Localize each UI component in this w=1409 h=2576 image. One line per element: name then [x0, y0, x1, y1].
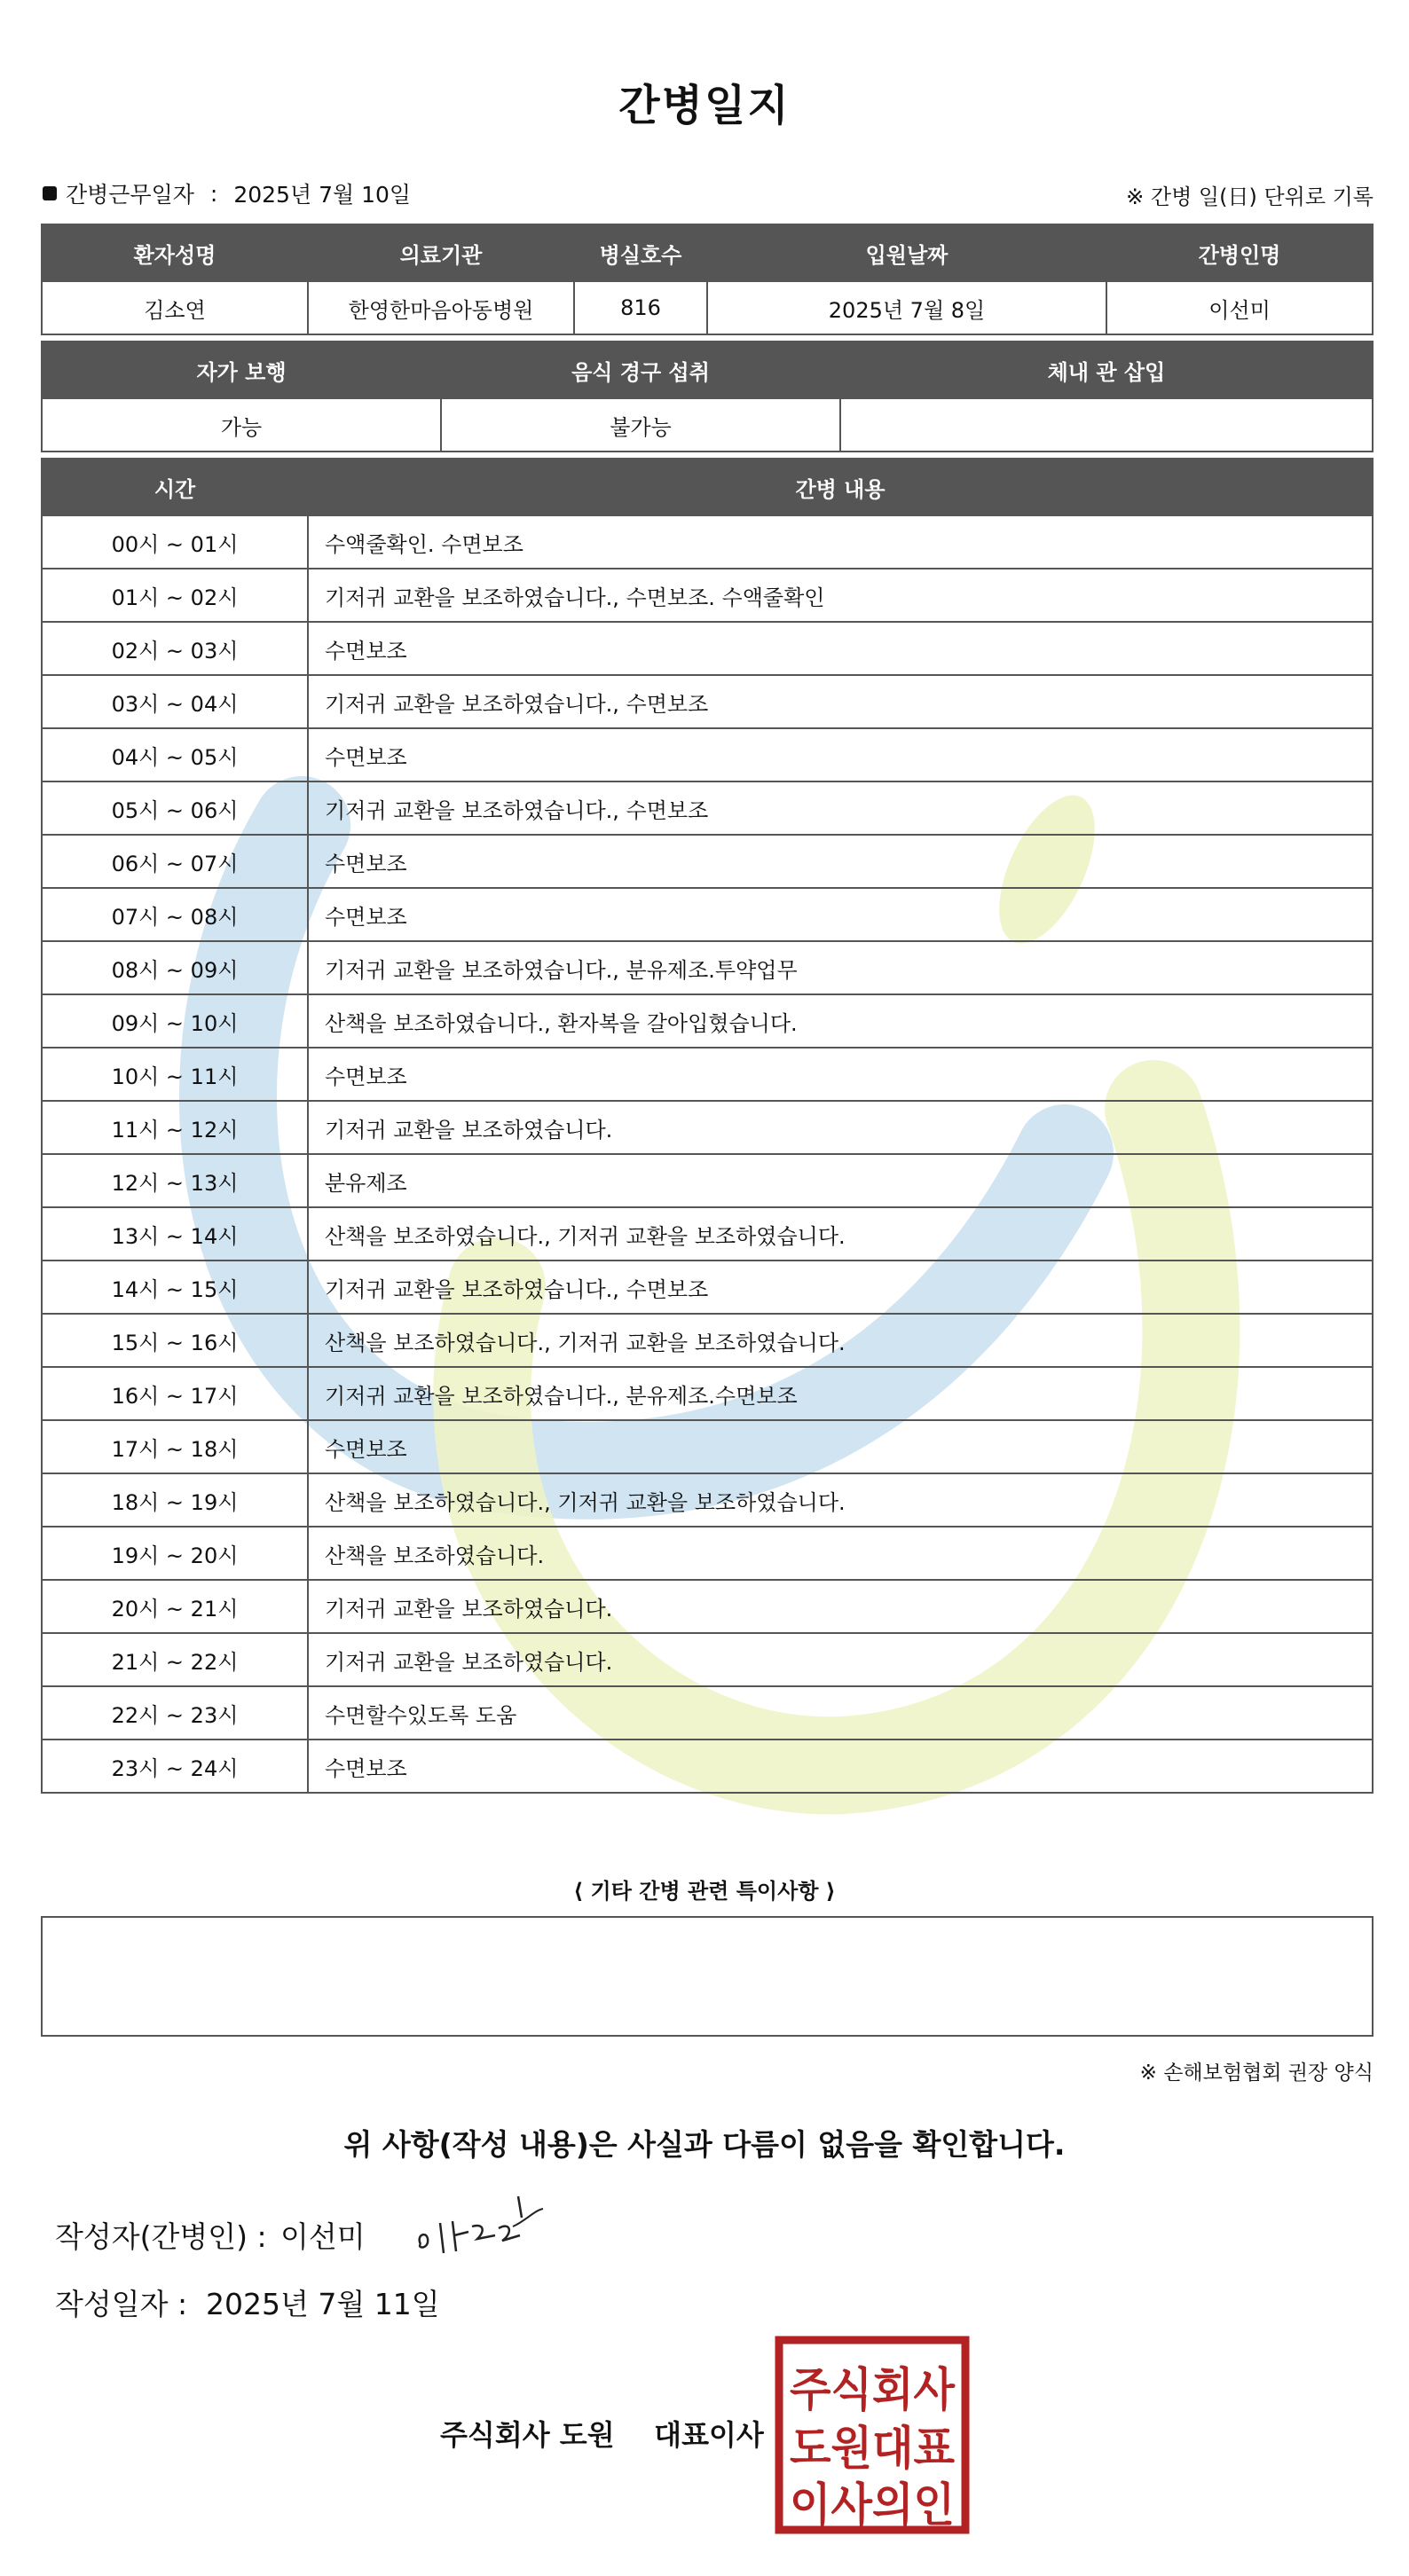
caregiver-name: 이선미 — [1106, 281, 1373, 334]
table-row — [42, 675, 1373, 728]
log-time: 15시 ~ 16시 — [42, 1314, 308, 1367]
log-time: 22시 ~ 23시 — [42, 1686, 308, 1740]
log-time: 09시 ~ 10시 — [42, 994, 308, 1048]
admission-date: 2025년 7월 8일 — [707, 281, 1106, 334]
write-date-label: 작성일자 : — [55, 2287, 188, 2321]
unit-note: ※ 간병 일(日) 단위로 기록 — [1126, 185, 1374, 209]
work-date-line — [43, 177, 411, 209]
log-content: 기저귀 교환을 보조하였습니다. — [308, 1633, 1373, 1686]
log-time: 16시 ~ 17시 — [42, 1367, 308, 1420]
table-row — [42, 941, 1373, 994]
table-row — [42, 1101, 1373, 1154]
log-time: 01시 ~ 02시 — [42, 569, 308, 622]
company-representative: 주식회사 도원 대표이사 — [440, 2418, 764, 2452]
patient-name: 김소연 — [42, 281, 308, 334]
oral-intake-value: 불가능 — [441, 398, 840, 452]
log-time: 17시 ~ 18시 — [42, 1420, 308, 1473]
write-date-value: 2025년 7월 11일 — [206, 2287, 440, 2321]
header-self-walking: 자가 보행 — [42, 342, 441, 398]
log-content: 분유제조 — [308, 1154, 1373, 1207]
table-row — [42, 835, 1373, 888]
log-content: 수면할수있도록 도움 — [308, 1686, 1373, 1740]
status-header-row — [42, 342, 1373, 398]
work-date-value: 2025년 7월 10일 — [233, 182, 412, 208]
institution-name: 한영한마음아동병원 — [308, 281, 574, 334]
header-room-number: 병실호수 — [574, 224, 707, 281]
header-institution: 의료기관 — [308, 224, 574, 281]
log-content: 기저귀 교환을 보조하였습니다., 분유제조.투약업무 — [308, 941, 1373, 994]
log-content: 수면보조 — [308, 835, 1373, 888]
table-row — [42, 1633, 1373, 1686]
table-row — [42, 622, 1373, 675]
log-content: 산책을 보조하였습니다., 환자복을 갈아입혔습니다. — [308, 994, 1373, 1048]
log-time: 23시 ~ 24시 — [42, 1740, 308, 1793]
table-row — [42, 1740, 1373, 1793]
log-content: 기저귀 교환을 보조하였습니다., 수면보조. 수액줄확인 — [308, 569, 1373, 622]
svg-text:도원대표: 도원대표 — [790, 2423, 955, 2476]
table-row — [42, 1527, 1373, 1580]
log-content: 기저귀 교환을 보조하였습니다., 수면보조 — [308, 1261, 1373, 1314]
log-header-row — [42, 459, 1373, 515]
log-time: 02시 ~ 03시 — [42, 622, 308, 675]
table-row — [42, 728, 1373, 781]
log-content: 수면보조 — [308, 1048, 1373, 1101]
svg-text:주식회사: 주식회사 — [790, 2364, 956, 2417]
patient-info-header-row — [42, 224, 1373, 281]
log-time: 18시 ~ 19시 — [42, 1473, 308, 1527]
room-number: 816 — [574, 281, 707, 334]
log-content: 기저귀 교환을 보조하였습니다., 수면보조 — [308, 675, 1373, 728]
table-row — [42, 888, 1373, 941]
confirmation-statement: 위 사항(작성 내용)은 사실과 다름이 없음을 확인합니다. — [343, 2127, 1066, 2162]
header-admission-date: 입원날짜 — [707, 224, 1106, 281]
log-time: 05시 ~ 06시 — [42, 781, 308, 835]
remarks-box — [41, 1916, 1374, 2037]
log-content: 수면보조 — [308, 888, 1373, 941]
log-time: 03시 ~ 04시 — [42, 675, 308, 728]
header-patient-name: 환자성명 — [42, 224, 308, 281]
log-content: 수면보조 — [308, 728, 1373, 781]
log-content: 기저귀 교환을 보조하였습니다., 분유제조.수면보조 — [308, 1367, 1373, 1420]
log-content: 산책을 보조하였습니다., 기저귀 교환을 보조하였습니다. — [308, 1314, 1373, 1367]
table-row — [42, 1473, 1373, 1527]
log-time: 07시 ~ 08시 — [42, 888, 308, 941]
header-time: 시간 — [42, 459, 308, 515]
table-row — [42, 569, 1373, 622]
log-content: 기저귀 교환을 보조하였습니다. — [308, 1580, 1373, 1633]
log-content: 기저귀 교환을 보조하였습니다. — [308, 1101, 1373, 1154]
table-row — [42, 1207, 1373, 1261]
care-log-table — [41, 458, 1374, 1794]
remarks-title: ⟨ 기타 간병 관련 특이사항 ⟩ — [573, 1879, 836, 1904]
log-time: 14시 ~ 15시 — [42, 1261, 308, 1314]
log-time: 10시 ~ 11시 — [42, 1048, 308, 1101]
table-row — [42, 515, 1373, 569]
work-date-separator: : — [209, 180, 218, 207]
document-title: 간병일지 — [618, 81, 791, 130]
handwritten-signature — [413, 2191, 547, 2271]
log-time: 19시 ~ 20시 — [42, 1527, 308, 1580]
standard-form-note: ※ 손해보험협회 권장 양식 — [1139, 2062, 1374, 2085]
log-content: 수면보조 — [308, 1420, 1373, 1473]
header-caregiver-name: 간병인명 — [1106, 224, 1373, 281]
header-tube-insertion: 체내 관 삽입 — [840, 342, 1373, 398]
log-time: 21시 ~ 22시 — [42, 1633, 308, 1686]
bullet-square-icon — [43, 186, 57, 200]
work-date-label: 간병근무일자 — [66, 182, 194, 208]
table-row — [42, 1261, 1373, 1314]
log-time: 11시 ~ 12시 — [42, 1101, 308, 1154]
table-row — [42, 1686, 1373, 1740]
log-time: 00시 ~ 01시 — [42, 515, 308, 569]
patient-info-table — [41, 224, 1374, 335]
svg-text:이사의인: 이사의인 — [790, 2479, 955, 2533]
log-content: 산책을 보조하였습니다. — [308, 1527, 1373, 1580]
table-row — [42, 781, 1373, 835]
table-row — [42, 1580, 1373, 1633]
log-content: 수액줄확인. 수면보조 — [308, 515, 1373, 569]
table-row — [42, 1154, 1373, 1207]
log-time: 20시 ~ 21시 — [42, 1580, 308, 1633]
tube-insertion-value — [840, 398, 1373, 452]
writer-name: 이선미 — [280, 2219, 366, 2254]
header-oral-intake: 음식 경구 섭취 — [441, 342, 840, 398]
log-time: 12시 ~ 13시 — [42, 1154, 308, 1207]
log-content: 수면보조 — [308, 1740, 1373, 1793]
log-time: 08시 ~ 09시 — [42, 941, 308, 994]
table-row — [42, 994, 1373, 1048]
self-walking-value: 가능 — [42, 398, 441, 452]
patient-status-table — [41, 341, 1374, 452]
table-row — [42, 1314, 1373, 1367]
log-time: 06시 ~ 07시 — [42, 835, 308, 888]
log-content: 기저귀 교환을 보조하였습니다., 수면보조 — [308, 781, 1373, 835]
table-row — [42, 1048, 1373, 1101]
log-content: 산책을 보조하였습니다., 기저귀 교환을 보조하였습니다. — [308, 1473, 1373, 1527]
table-row — [42, 1420, 1373, 1473]
patient-info-value-row — [42, 281, 1373, 334]
log-time: 13시 ~ 14시 — [42, 1207, 308, 1261]
log-time: 04시 ~ 05시 — [42, 728, 308, 781]
log-content: 산책을 보조하였습니다., 기저귀 교환을 보조하였습니다. — [308, 1207, 1373, 1261]
writer-label: 작성자(간병인) : — [55, 2219, 267, 2254]
log-content: 수면보조 — [308, 622, 1373, 675]
status-value-row — [42, 398, 1373, 452]
company-seal-stamp — [774, 2335, 971, 2535]
table-row — [42, 1367, 1373, 1420]
header-care-content: 간병 내용 — [308, 459, 1373, 515]
